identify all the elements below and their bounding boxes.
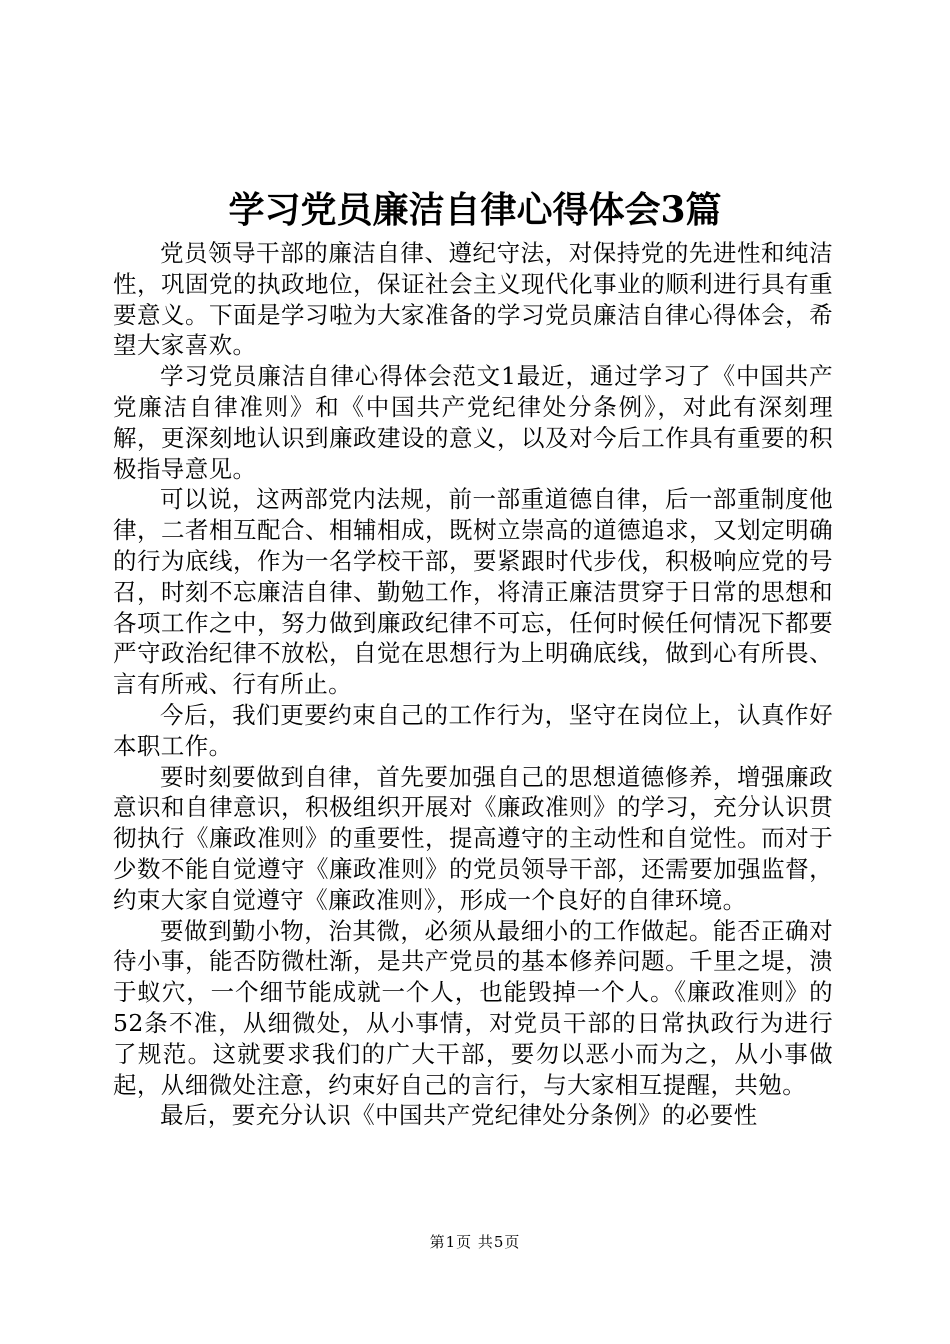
paragraph-5: 要时刻要做到自律，首先要加强自己的思想道德修养，增强廉政意识和自律意识，积极组织开展对《廉政准则》的学习，充分认识贯彻执行《廉政准则》的重要性，提高遵守的主动性和自觉性。而对于少数不能自觉遵守《廉政准则》的党员领导干部，还需要加强监督，约束大家自觉遵守《廉政准则》，形成一个良好的自律环境。 xyxy=(113,762,833,914)
paragraph-7: 最后，要充分认识《中国共产党纪律处分条例》的必要性 xyxy=(160,1101,758,1130)
paragraph-2: 学习党员廉洁自律心得体会范文1最近，通过学习了《中国共产党廉洁自律准则》和《中国共产党纪律处分条例》，对此有深刻理解，更深刻地认识到廉政建设的意义，以及对今后工作具有重要的积极指导意见。 xyxy=(113,362,833,483)
paragraph-6: 要做到勤小物，治其微，必须从最细小的工作做起。能否正确对待小事，能否防微杜渐，是共产党员的基本修养问题。千里之堤，溃于蚁穴，一个细节能成就一个人，也能毁掉一个人。《廉政准则》的52条不准，从细微处，从小事情，对党员干部的日常执政行为进行了规范。这就要求我们的广大干部，要勿以恶小而为之，从小事做起，从细微处注意，约束好自己的言行，与大家相互提醒，共勉。 xyxy=(113,916,833,1099)
document-body xyxy=(113,238,833,1131)
paragraph-4: 今后，我们更要约束自己的工作行为，坚守在岗位上，认真作好本职工作。 xyxy=(113,700,833,760)
page-number-footer: 第1页 共5页 xyxy=(429,1233,521,1251)
document-title: 学习党员廉洁自律心得体会3篇 xyxy=(228,189,722,231)
paragraph-1: 党员领导干部的廉洁自律、遵纪守法，对保持党的先进性和纯洁性，巩固党的执政地位，保证社会主义现代化事业的顺利进行具有重要意义。下面是学习啦为大家准备的学习党员廉洁自律心得体会，希望大家喜欢。 xyxy=(113,239,833,360)
paragraph-3: 可以说，这两部党内法规，前一部重道德自律，后一部重制度他律，二者相互配合、相辅相成，既树立崇高的道德追求，又划定明确的行为底线，作为一名学校干部，要紧跟时代步伐，积极响应党的号召，时刻不忘廉洁自律、勤勉工作，将清正廉洁贯穿于日常的思想和各项工作之中，努力做到廉政纪律不可忘，任何时候任何情况下都要严守政治纪律不放松，自觉在思想行为上明确底线，做到心有所畏、言有所戒、行有所止。 xyxy=(113,485,833,699)
